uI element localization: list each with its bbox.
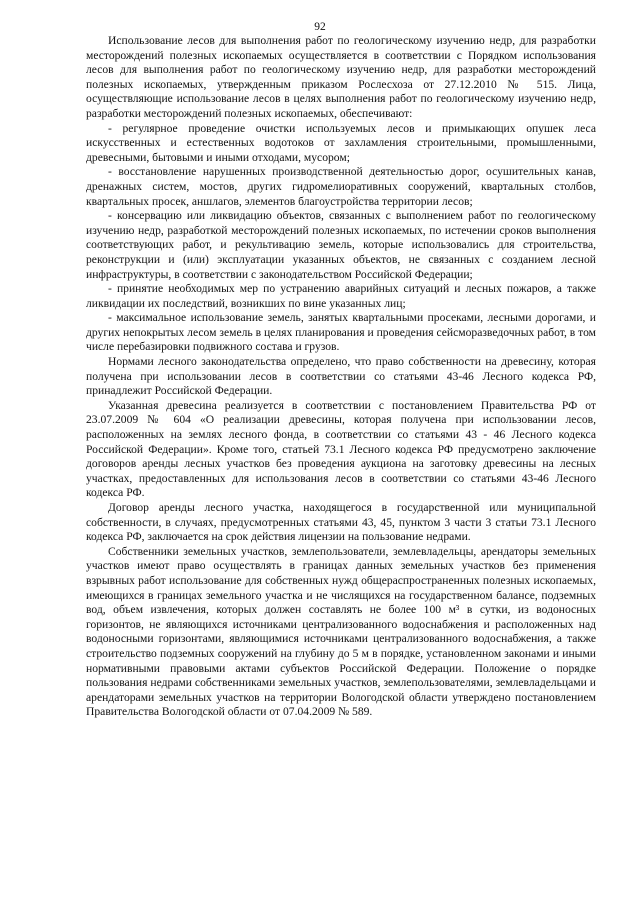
page-number: 92: [314, 21, 326, 33]
list-item-conservation: - консервацию или ликвидацию объектов, связанных с выполнением работ по геологическому изучению недр, разработкой месторождений полезных ископаемых, по истечении сроков выполнения соответствующих работ, и рекультивацию земель, которые использовались для строительства, реконструкции и (или) эксплуатации указанных объектов, не связанных с созданием лесной инфраструктуры, в соответствии с законодательством Российской Федерации;: [86, 209, 596, 281]
paragraph-timber-sale: Указанная древесина реализуется в соответствии с постановлением Правительства РФ от 23.07.2009 № 604 «О реализации древесины, которая получена при использовании лесов, расположенных на землях лесного фонда, в соответствии со статьями 43 - 46 Лесного кодекса Российской Федерации». Кроме того, статьей 73.1 Лесного кодекса РФ предусмотрено заключение договоров аренды лесных участков без проведения аукциона на заготовку древесины на лесных участках, предоставленных для использования лесов в соответствии со статьями 43-46 Лесного кодекса РФ.: [86, 398, 596, 500]
paragraph-lease: Договор аренды лесного участка, находящегося в государственной или муниципальной собственности, в случаях, предусмотренных статьями 43, 45, пунктом 3 части 3 статьи 73.1 Лесного кодекса РФ, заключается на срок действия лицензии на пользование недрами.: [86, 501, 596, 544]
list-item-emergency: - принятие необходимых мер по устранению аварийных ситуаций и лесных пожаров, а также ликвидации их последствий, возникших по вине указанных лиц;: [86, 282, 596, 310]
paragraph-landowners: Собственники земельных участков, землепользователи, землевладельцы, арендаторы земельных участков имеют право осуществлять в границах данных земельных участков без применения взрывных работ использование для собственных нужд общераспространенных полезных ископаемых, имеющихся в границах земельного участка и не числящихся на государственном балансе, подземных вод, объем извлечения, которых должен составлять не более 100 м³ в сутки, из водоносных горизонтов, не являющихся источниками централизованного водоснабжения и расположенных над водоносными горизонтами, являющимися источниками централизованного водоснабжения, а также строительство подземных сооружений на глубину до 5 м в порядке, установленном законами и иными нормативными правовыми актами субъектов Российской Федерации. Положение о порядке пользования недрами собственниками земельных участков, землепользователями, землевладельцами и арендаторами земельных участков на территории Вологодской области утверждено постановлением Правительства Вологодской области от 07.04.2009 № 589.: [86, 544, 596, 719]
list-item-land-use: - максимальное использование земель, занятых квартальными просеками, лесными дорогами, и других непокрытых лесом земель в целях планирования и проведения сейсморазведочных работ, в том числе перебазировки подвижного состава и грузов.: [86, 311, 596, 354]
paragraph-ownership: Нормами лесного законодательства определено, что право собственности на древесину, которая получена при использовании лесов в соответствии со статьями 43-46 Лесного кодекса РФ, принадлежит Российской Федерации.: [86, 355, 596, 398]
list-item-restoration: - восстановление нарушенных производственной деятельностью дорог, осушительных канав, дренажных систем, мостов, других гидромелиоративных сооружений, квартальных столбов, квартальных просек, аншлагов, элементов благоустройства территории лесов;: [86, 165, 596, 208]
list-item-cleanup: - регулярное проведение очистки используемых лесов и примыкающих опушек леса искусственных и естественных водотоков от захламления строительными, промышленными, древесными, бытовыми и иными отходами, мусором;: [86, 121, 596, 164]
paragraph-intro: Использование лесов для выполнения работ по геологическому изучению недр, для разработки месторождений полезных ископаемых осуществляется в соответствии с Порядком использования лесов для выполнения работ по геологическому изучению недр, для разработки месторождений полезных ископаемых, утвержденным приказом Рослесхоза от 27.12.2010 № 515. Лица, осуществляющие использование лесов в целях выполнения работ по геологическому изучению недр, разработки месторождений полезных ископаемых, обеспечивают:: [86, 34, 596, 120]
document-body: [86, 34, 596, 720]
